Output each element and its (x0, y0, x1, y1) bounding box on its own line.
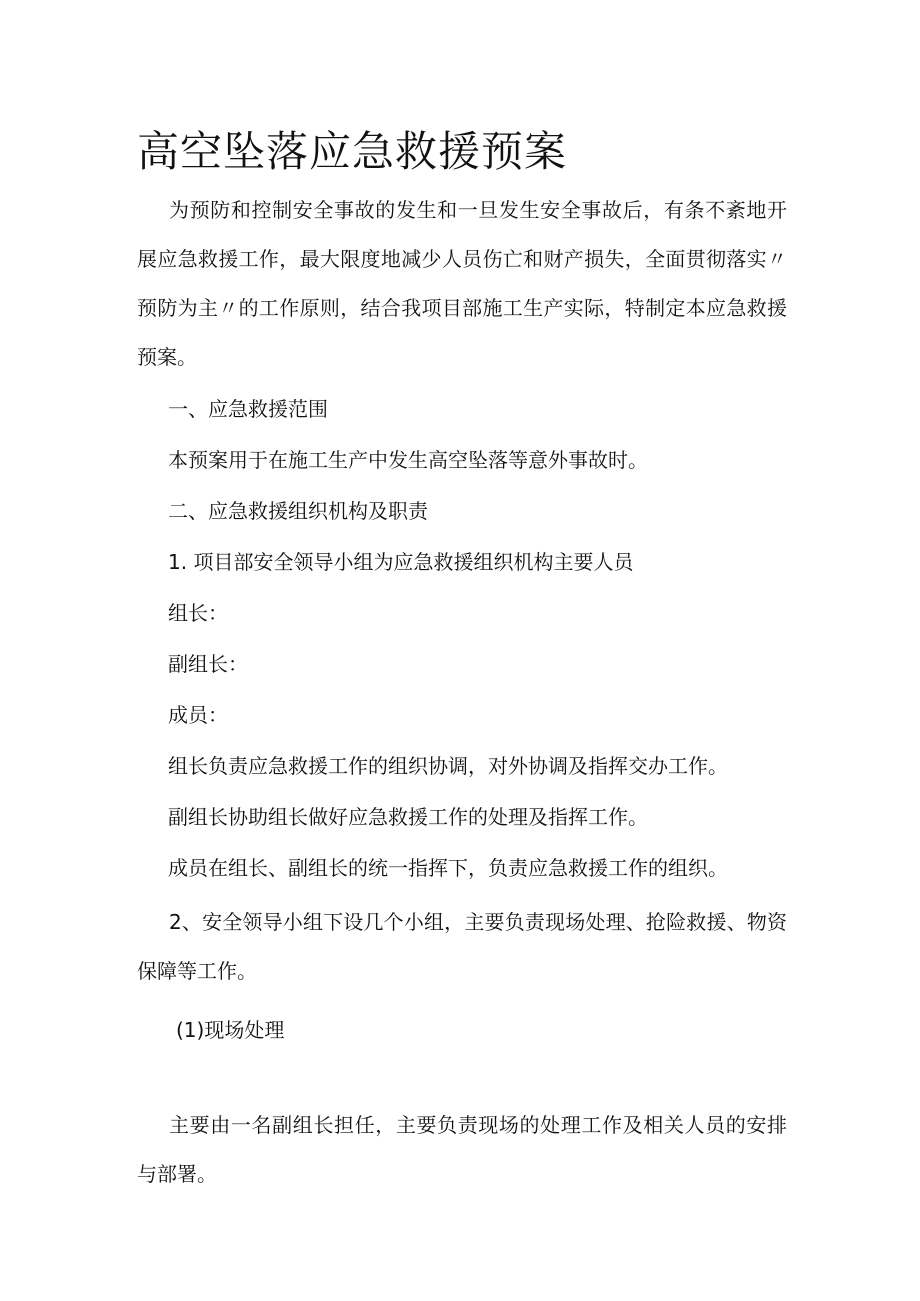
intro-paragraph: 为预防和控制安全事故的发生和一旦发生安全事故后，有条不紊地开展应急救援工作，最大限度地减少人员伤亡和财产损失，全面贯彻落实〃预防为主〃的工作原则，结合我项目部施工生产实际，特制定本应急救援预案。 (137, 198, 787, 369)
member-duty-text: 成员在组长、副组长的统一指挥下，负责应急救援工作的组织。 (168, 856, 728, 880)
member-label: 成员： (168, 703, 228, 727)
leader-label: 组长： (168, 601, 228, 625)
item-heading-safety-group: 1. 项目部安全领导小组为应急救援组织机构主要人员 (168, 550, 634, 574)
document-title: 高空坠落应急救援预案 (137, 127, 568, 176)
item-2-paragraph: 2、安全领导小组下设几个小组，主要负责现场处理、抢险救援、物资保障等工作。 (137, 910, 787, 983)
section-heading-organization: 二、应急救援组织机构及职责 (168, 499, 428, 523)
section-heading-scope: 一、应急救援范围 (168, 397, 328, 421)
deputy-leader-label: 副组长： (168, 652, 248, 676)
leader-duty-text: 组长负责应急救援工作的组织协调，对外协调及指挥交办工作。 (168, 754, 728, 778)
deputy-duty-text: 副组长协助组长做好应急救援工作的处理及指挥工作。 (168, 805, 648, 829)
onsite-handling-paragraph: 主要由一名副组长担任，主要负责现场的处理工作及相关人员的安排与部署。 (137, 1113, 787, 1186)
subsection-heading-onsite: (1)现场处理 (176, 1018, 285, 1042)
scope-text: 本预案用于在施工生产中发生高空坠落等意外事故时。 (168, 448, 648, 472)
